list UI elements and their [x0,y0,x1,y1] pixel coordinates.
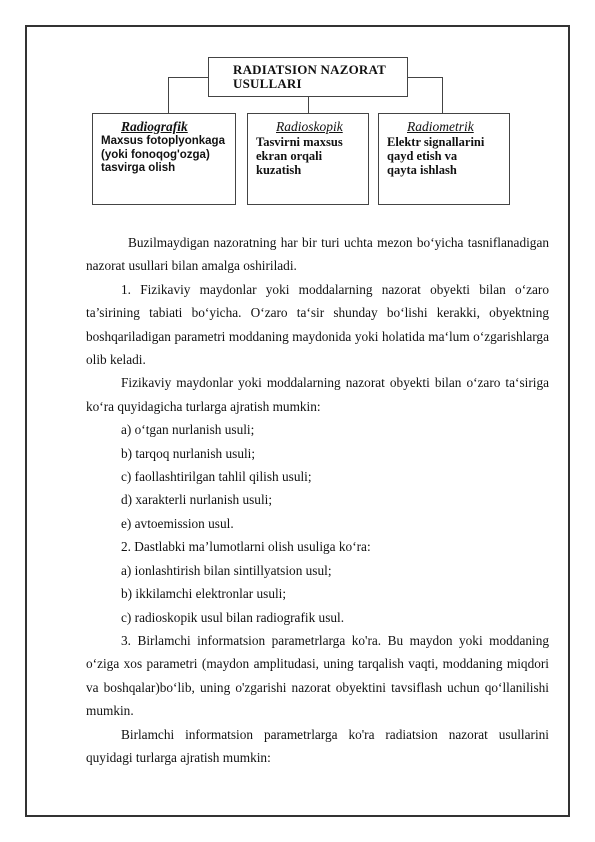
connector-line [408,77,443,78]
paragraph: Birlamchi informatsion parametrlarga ko'ra radiatsion nazorat usullarini quyidagi turlarga ajratish mumkin: [86,726,549,765]
diagram-root-title: RADIATSION NAZORAT USULLARI [233,62,386,91]
paragraph: 3. Birlamchi informatsion parametrlarga ko'ra. Bu maydon yoki moddaning o‘ziga xos parametri (maydon amplitudasi, uning tarqalish vaqti, moddaning miqdori va boshqalar)bo‘lib, uning o'zgarishi nazorat obyektini tavsiflash uchun qo‘llanilishi mumkin. [86,632,549,719]
diagram-box-title: Radiografik [121,119,188,134]
list-item: b) ikkilamchi elektronlar usuli; [121,586,287,602]
diagram-box-desc: Tasvirni maxsus ekran orqali kuzatish [256,135,343,177]
list-item: c) faollashtirilgan tahlil qilish usuli; [121,469,312,485]
diagram-root-box [208,57,408,97]
connector-line [442,77,443,113]
paragraph: 1. Fizikaviy maydonlar yoki moddalarning nazorat obyekti bilan o‘zaro ta’sirining tabiati bo‘yicha. O‘zaro ta‘sir shunday bo‘lishi kerakki, obyektning boshqariladigan parametri moddaning maydonida yoki holatida ma‘lum o‘zgarishlarga olib keladi. [86,281,549,368]
diagram-box-title: Radioskopik [276,119,343,134]
diagram-box-radioskopik [247,113,369,205]
diagram-box-radiografik [92,113,236,205]
connector-line [168,77,208,78]
connector-line [308,97,309,113]
list-item: c) radioskopik usul bilan radiografik usul. [121,609,345,625]
diagram-box-desc: Maxsus fotoplyonkaga (yoki fonoqog'ozga) tasvirga olish [101,135,225,174]
list-item: e) avtoemission usul. [121,515,234,531]
connector-line [168,77,169,113]
paragraph: Fizikaviy maydonlar yoki moddalarning nazorat obyekti bilan o‘zaro ta‘siriga ko‘ra quyidagicha turlarga ajratish mumkin: [86,375,549,414]
list-item: a) o‘tgan nurlanish usuli; [121,422,255,438]
list-item: b) tarqoq nurlanish usuli; [121,445,256,461]
methods-diagram [0,0,595,215]
paragraph: Buzilmaydigan nazoratning har bir turi uchta mezon bo‘yicha tasniflanadigan nazorat usullari bilan amalga oshiriladi. [86,235,549,274]
list-item: a) ionlashtirish bilan sintillyatsion usul; [121,562,332,578]
list-item: d) xarakterli nurlanish usuli; [121,492,273,508]
body-text [86,231,549,769]
list-item: 2. Dastlabki ma’lumotlarni olish usuliga ko‘ra: [121,539,371,555]
diagram-box-title: Radiometrik [407,119,474,134]
diagram-box-desc: Elektr signallarini qayd etish va qayta ishlash [387,135,485,177]
diagram-box-radiometrik [378,113,510,205]
